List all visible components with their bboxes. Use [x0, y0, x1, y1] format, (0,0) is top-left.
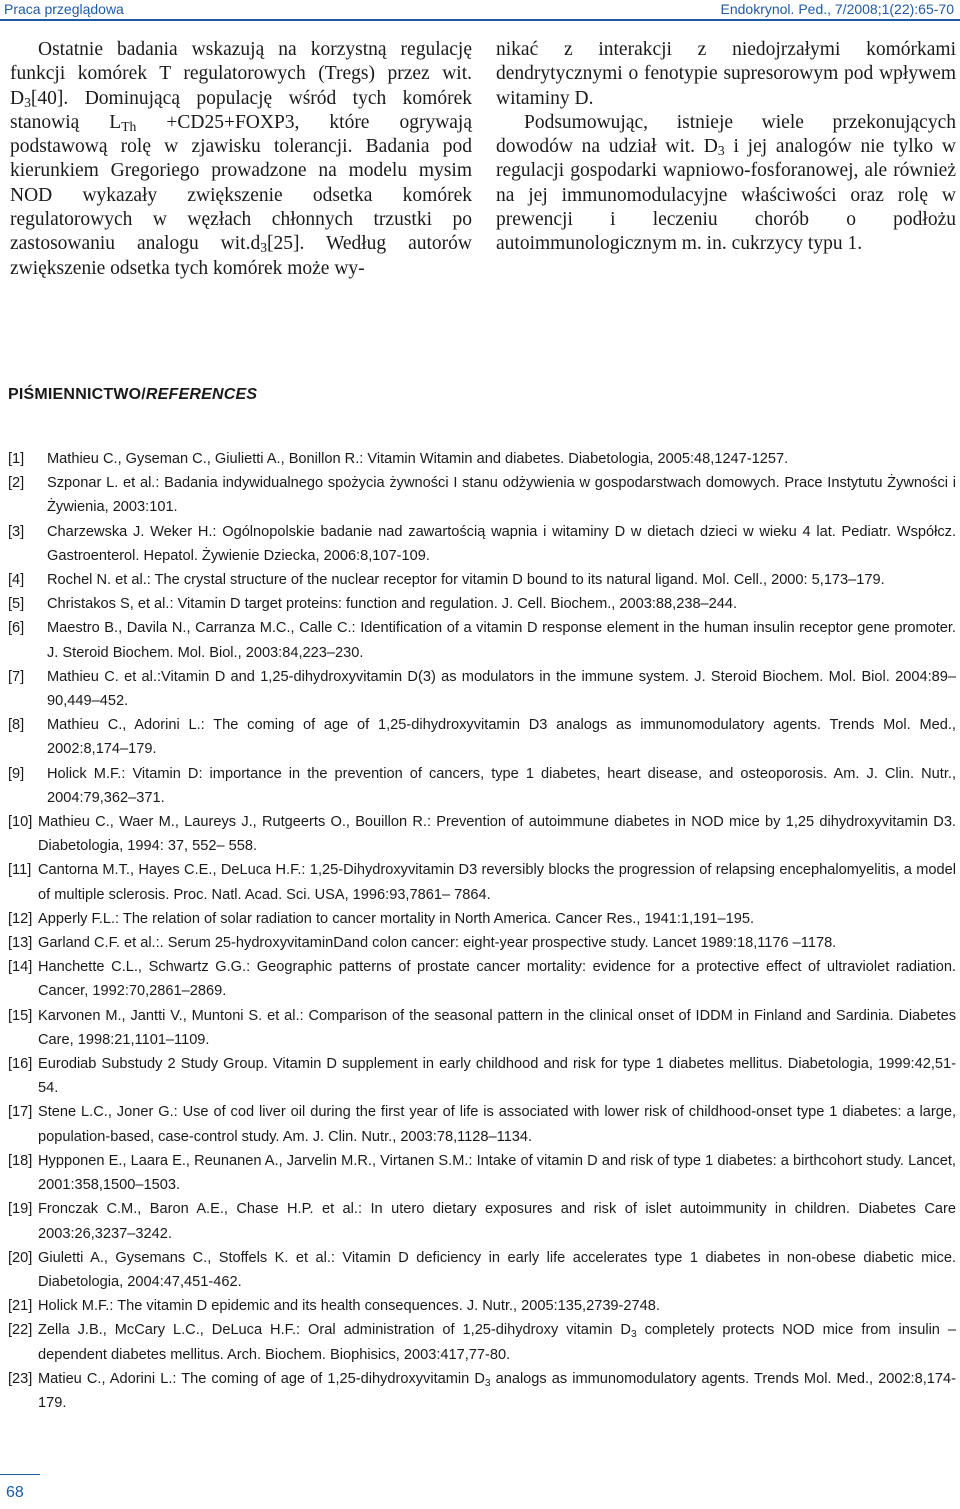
- reference-text: Christakos S, et al.: Vitamin D target proteins: function and regulation. J. Cell. Biochem., 2003:88,238–244.: [47, 596, 738, 613]
- text-run: [25]. Według autorów zwiększenie odsetka tych komórek może wy-: [10, 233, 472, 279]
- reference-number: [4]: [8, 572, 25, 589]
- reference-text: Garland C.F. et al.:. Serum 25-hydroxyvitaminDand colon cancer: eight-year prospective study. Lancet 1989:18,1176 –1178.: [38, 935, 837, 952]
- reference-text: [38, 1367, 956, 1415]
- running-header: [0, 0, 960, 21]
- reference-item: [8, 1294, 956, 1318]
- reference-number: [16]: [8, 1056, 33, 1073]
- reference-number: [22]: [8, 1322, 33, 1339]
- reference-number: [3]: [8, 523, 25, 540]
- reference-item: [8, 907, 956, 931]
- reference-item: [8, 810, 956, 858]
- subscript: 3: [630, 1329, 637, 1341]
- reference-number: [10]: [8, 814, 33, 831]
- reference-number: [17]: [8, 1104, 33, 1121]
- subscript: 3: [24, 94, 31, 110]
- reference-item: [8, 1052, 956, 1100]
- reference-item: [8, 1149, 956, 1197]
- reference-item: [8, 762, 956, 810]
- text-run: [40]. Dominującą populację wśród tych komórek stanowią L: [10, 87, 472, 133]
- subscript: 3: [717, 143, 725, 159]
- reference-item: [8, 1197, 956, 1245]
- reference-number: [15]: [8, 1007, 33, 1024]
- text-run: i jej analogów nie tylko w regulacji gospodarki wapniowo-fosforanowej, ale również na jej immunomodulacyjne właściwości oraz rolę w prewencji i leczeniu chorób o podłożu autoimmunologicznym m. in. cukrzycy typu 1.: [496, 136, 956, 255]
- reference-item: [8, 616, 956, 664]
- reference-number: [2]: [8, 475, 25, 492]
- reference-item: [8, 1318, 956, 1366]
- reference-item: [8, 713, 956, 761]
- reference-item: [8, 1367, 956, 1415]
- references-heading: [8, 386, 257, 404]
- reference-item: [8, 665, 956, 713]
- footer-rule: [0, 1474, 40, 1475]
- text-run: Matieu C., Adorini L.: The coming of age of 1,25-dihydroxyvitamin D: [38, 1370, 485, 1387]
- reference-item: [8, 931, 956, 955]
- reference-item: [8, 858, 956, 906]
- reference-number: [6]: [8, 620, 25, 637]
- heading-text: PIŚMIENNICTWO/: [8, 386, 146, 403]
- text-run: +CD25+FOXP3, które ogrywają podstawową rolę w zjawisku tolerancji. Badania pod kierunkiem Gregoriego prowadzone na modelu mysim NOD wykazały zwiększenie odsetka komórek regulatorowych w węzłach chłonnych trzustki po zastosowaniu analogu wit.d: [10, 111, 472, 255]
- reference-number: [9]: [8, 765, 25, 782]
- body-column-left: [10, 38, 472, 281]
- reference-text: Stene L.C., Joner G.: Use of cod liver oil during the first year of life is associated with lower risk of childhood-onset type 1 diabetes: a large, population-based, case-control study. Am. J. Clin. Nutr., 2003:78,1128–1134.: [38, 1104, 956, 1145]
- reference-number: [8]: [8, 717, 25, 734]
- reference-text: Hypponen E., Laara E., Reunanen A., Jarvelin M.R., Virtanen S.M.: Intake of vitamin D and risk of type 1 diabetes: a birthcohort study. Lancet, 2001:358,1500–1503.: [38, 1152, 956, 1194]
- reference-item: [8, 1100, 956, 1148]
- reference-text: Giuletti A., Gysemans C., Stoffels K. et al.: Vitamin D deficiency in early life accelerates type 1 diabetes in non-obese diabetic mice. Diabetologia, 2004:47,451-462.: [38, 1249, 956, 1290]
- reference-item: [8, 447, 956, 471]
- reference-number: [14]: [8, 959, 33, 976]
- reference-number: [21]: [8, 1298, 33, 1315]
- reference-number: [11]: [8, 862, 32, 879]
- reference-text: Mathieu C., Adorini L.: The coming of age of 1,25-dihydroxyvitamin D3 analogs as immunomodulatory agents. Trends Mol. Med., 2002:8,174–179.: [47, 717, 956, 758]
- reference-text: Szponar L. et al.: Badania indywidualnego spożycia żywności I stanu odżywienia w gospodarstwach domowych. Prace Instytutu Żywności i Żywienia, 2003:101.: [47, 475, 956, 516]
- subscript: Th: [121, 118, 137, 134]
- reference-item: [8, 520, 956, 568]
- reference-text: Holick M.F.: The vitamin D epidemic and its health consequences. J. Nutr., 2005:135,2739-2748.: [38, 1298, 660, 1315]
- text-run: Ostatnie badania wskazują na korzystną regulację funkcji komórek T regulatorowych (Tregs) przez wit. D: [10, 39, 472, 109]
- reference-number: [1]: [8, 451, 25, 467]
- heading-text-italic: REFERENCES: [145, 386, 258, 403]
- reference-item: [8, 592, 956, 616]
- page-number: 68: [6, 1484, 24, 1501]
- reference-text: Mathieu C., Gyseman C., Giulietti A., Bonillon R.: Vitamin Witamin and diabetes. Diabetologia, 2005:48,1247-1257.: [47, 451, 789, 467]
- text-run: completely protects NOD mice from insulin – dependent diabetes mellitus. Arch. Biochem. Biophisics, 2003:417,77-80.: [38, 1322, 957, 1363]
- reference-text: Holick M.F.: Vitamin D: importance in the prevention of cancers, type 1 diabetes, heart disease, and osteoporosis. Am. J. Clin. Nutr., 2004:79,362–371.: [47, 765, 956, 806]
- body-paragraph: [10, 38, 472, 281]
- body-paragraph: nikać z interakcji z niedojrzałymi komórkami dendrytycznymi o fenotypie supresorowym pod wpływem witaminy D.: [496, 39, 956, 109]
- reference-text: Fronczak C.M., Baron A.E., Chase H.P. et al.: In utero dietary exposures and risk of islet autoimmunity in children. Diabetes Care 2003:26,3237–3242.: [38, 1201, 956, 1242]
- reference-text: Cantorna M.T., Hayes C.E., DeLuca H.F.: 1,25-Dihydroxyvitamin D3 reversibly blocks the progression of relapsing encephalomyelitis, a model of multiple sclerosis. Proc. Natl. Acad. Sci. USA, 1996:93,7861– 7864.: [38, 862, 956, 903]
- reference-text: Apperly F.L.: The relation of solar radiation to cancer mortality in North America. Cancer Res., 1941:1,191–195.: [38, 910, 755, 927]
- text-run: analogs as immunomodulatory agents. Trends Mol. Med., 2002:8,174-179.: [38, 1370, 956, 1411]
- reference-number: [5]: [8, 596, 25, 613]
- reference-number: [7]: [8, 668, 25, 685]
- reference-text: Mathieu C., Waer M., Laureys J., Rutgeerts O., Bouillon R.: Prevention of autoimmune diabetes in NOD mice by 1,25 dihydroxyvitamin D3. Diabetologia, 1994: 37, 552– 558.: [38, 814, 956, 855]
- body-column-right: [496, 38, 956, 257]
- reference-text: Charzewska J. Weker H.: Ogólnopolskie badanie nad zawartością wapnia i witaminy D w dietach dzieci w wieku 4 lat. Pediatr. Współcz. Gastroenterol. Hepatol. Żywienie Dziecka, 2006:8,107-109.: [47, 523, 956, 564]
- journal-citation: Endokrynol. Ped., 7/2008;1(22):65-70: [720, 1, 954, 17]
- subscript: 3: [260, 240, 268, 256]
- reference-item: [8, 471, 956, 519]
- article-type-label: Praca przeglądowa: [4, 1, 124, 17]
- reference-number: [13]: [8, 935, 33, 952]
- reference-number: [23]: [8, 1370, 33, 1387]
- reference-item: [8, 1246, 956, 1294]
- reference-item: [8, 955, 956, 1003]
- reference-text: Hanchette C.L., Schwartz G.G.: Geographic patterns of prostate cancer mortality: evidence for a protective effect of ultraviolet radiation. Cancer, 1992:70,2861–2869.: [38, 959, 956, 1000]
- reference-number: [12]: [8, 910, 33, 927]
- reference-item: [8, 1004, 956, 1052]
- reference-text: Rochel N. et al.: The crystal structure of the nuclear receptor for vitamin D bound to its natural ligand. Mol. Cell., 2000: 5,173–179.: [47, 572, 885, 589]
- reference-text: Maestro B., Davila N., Carranza M.C., Calle C.: Identification of a vitamin D response element in the human insulin receptor gene promoter. J. Steroid Biochem. Mol. Biol., 2003:84,223–230.: [47, 620, 956, 661]
- reference-number: [19]: [8, 1201, 33, 1218]
- reference-text: [38, 1318, 956, 1366]
- reference-text: Mathieu C. et al.:Vitamin D and 1,25-dihydroxyvitamin D(3) as modulators in the immune system. J. Steroid Biochem. Mol. Biol. 2004:89–90,449–452.: [47, 668, 956, 710]
- body-paragraph: [496, 111, 956, 257]
- text-run: Podsumowując, istnieje wiele przekonujących dowodów na udział wit. D: [496, 111, 956, 158]
- reference-list: [8, 447, 956, 1415]
- subscript: 3: [484, 1377, 491, 1389]
- reference-text: Karvonen M., Jantti V., Muntoni S. et al.: Comparison of the seasonal pattern in the clinical onset of IDDM in Finland and Sardinia. Diabetes Care, 1998:21,1101–1109.: [38, 1007, 956, 1048]
- reference-number: [20]: [8, 1249, 33, 1266]
- reference-text: Eurodiab Substudy 2 Study Group. Vitamin D supplement in early childhood and risk for type 1 diabetes mellitus. Diabetologia, 1999:42,51-54.: [38, 1056, 956, 1097]
- text-run: Zella J.B., McCary L.C., DeLuca H.F.: Oral administration of 1,25-dihydroxy vitamin D: [38, 1322, 631, 1339]
- reference-number: [18]: [8, 1152, 33, 1169]
- reference-item: [8, 568, 956, 592]
